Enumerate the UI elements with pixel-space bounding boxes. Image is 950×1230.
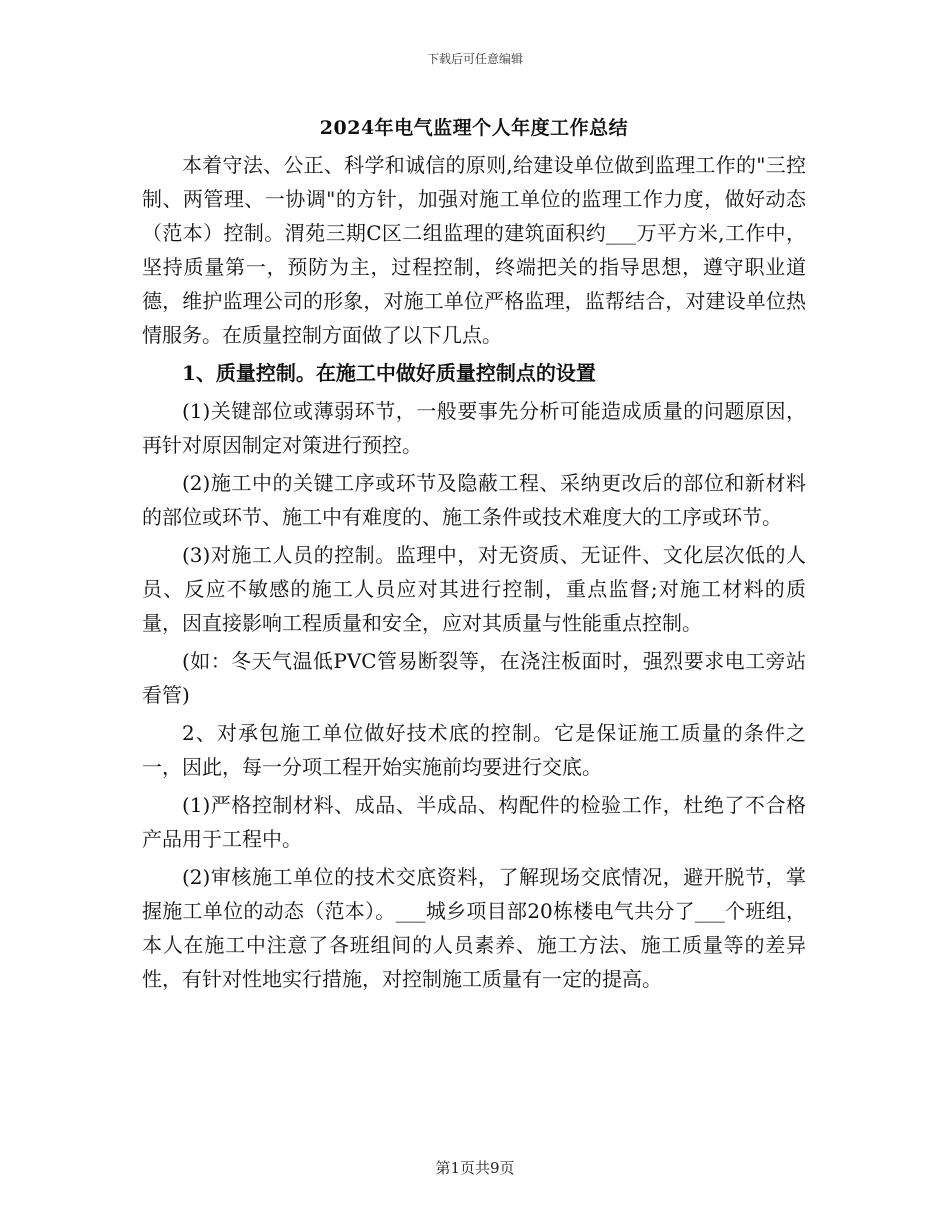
- page-header: 下载后可任意编辑: [426, 52, 523, 66]
- paragraph-1-3: (3)对施工人员的控制。监理中，对无资质、无证件、文化层次低的人员、反应不敏感的施工人员应对其进行控制，重点监督;对施工材料的质量，因直接影响工程质量和安全，应对其质量与性能重点控制。: [142, 543, 806, 635]
- section-heading-2: 2、对承包施工单位做好技术底的控制。它是保证施工质量的条件之一，因此，每一分项工程开始实施前均要进行交底。: [142, 721, 806, 779]
- document-title: 2024年电气监理个人年度工作总结: [319, 117, 629, 139]
- document-body: [142, 108, 806, 996]
- paragraph-2-2: (2)审核施工单位的技术交底资料，了解现场交底情况，避开脱节，掌握施工单位的动态（范本）。___城乡项目部20栋楼电气共分了___个班组，本人在施工中注意了各班组间的人员素养、施工方法、施工质量等的差异性，有针对性地实行措施，对控制施工质量有一定的提高。: [142, 865, 806, 991]
- paragraph-1-2: (2)施工中的关键工序或环节及隐蔽工程、采纳更改后的部位和新材料的部位或环节、施工中有难度的、施工条件或技术难度大的工序或环节。: [142, 471, 806, 529]
- paragraph-2-1: (1)严格控制材料、成品、半成品、构配件的检验工作，杜绝了不合格产品用于工程中。: [142, 793, 806, 851]
- paragraph-note: (如：冬天气温低PVC管易断裂等，在浇注板面时，强烈要求电工旁站看管): [142, 649, 806, 707]
- paragraph-1-1: (1)关键部位或薄弱环节，一般要事先分析可能造成质量的问题原因，再针对原因制定对策进行预控。: [142, 399, 806, 457]
- intro-paragraph: 本着守法、公正、科学和诚信的原则,给建设单位做到监理工作的"三控制、两管理、一协调"的方针，加强对施工单位的监理工作力度，做好动态（范本）控制。渭苑三期C区二组监理的建筑面积约___万平方米,工作中，坚持质量第一，预防为主，过程控制，终端把关的指导思想，遵守职业道德，维护监理公司的形象，对施工单位严格监理，监帮结合，对建设单位热情服务。在质量控制方面做了以下几点。: [142, 153, 806, 347]
- page-footer: 第1页共9页: [435, 1159, 515, 1177]
- section-heading-1: 1、质量控制。在施工中做好质量控制点的设置: [182, 361, 596, 385]
